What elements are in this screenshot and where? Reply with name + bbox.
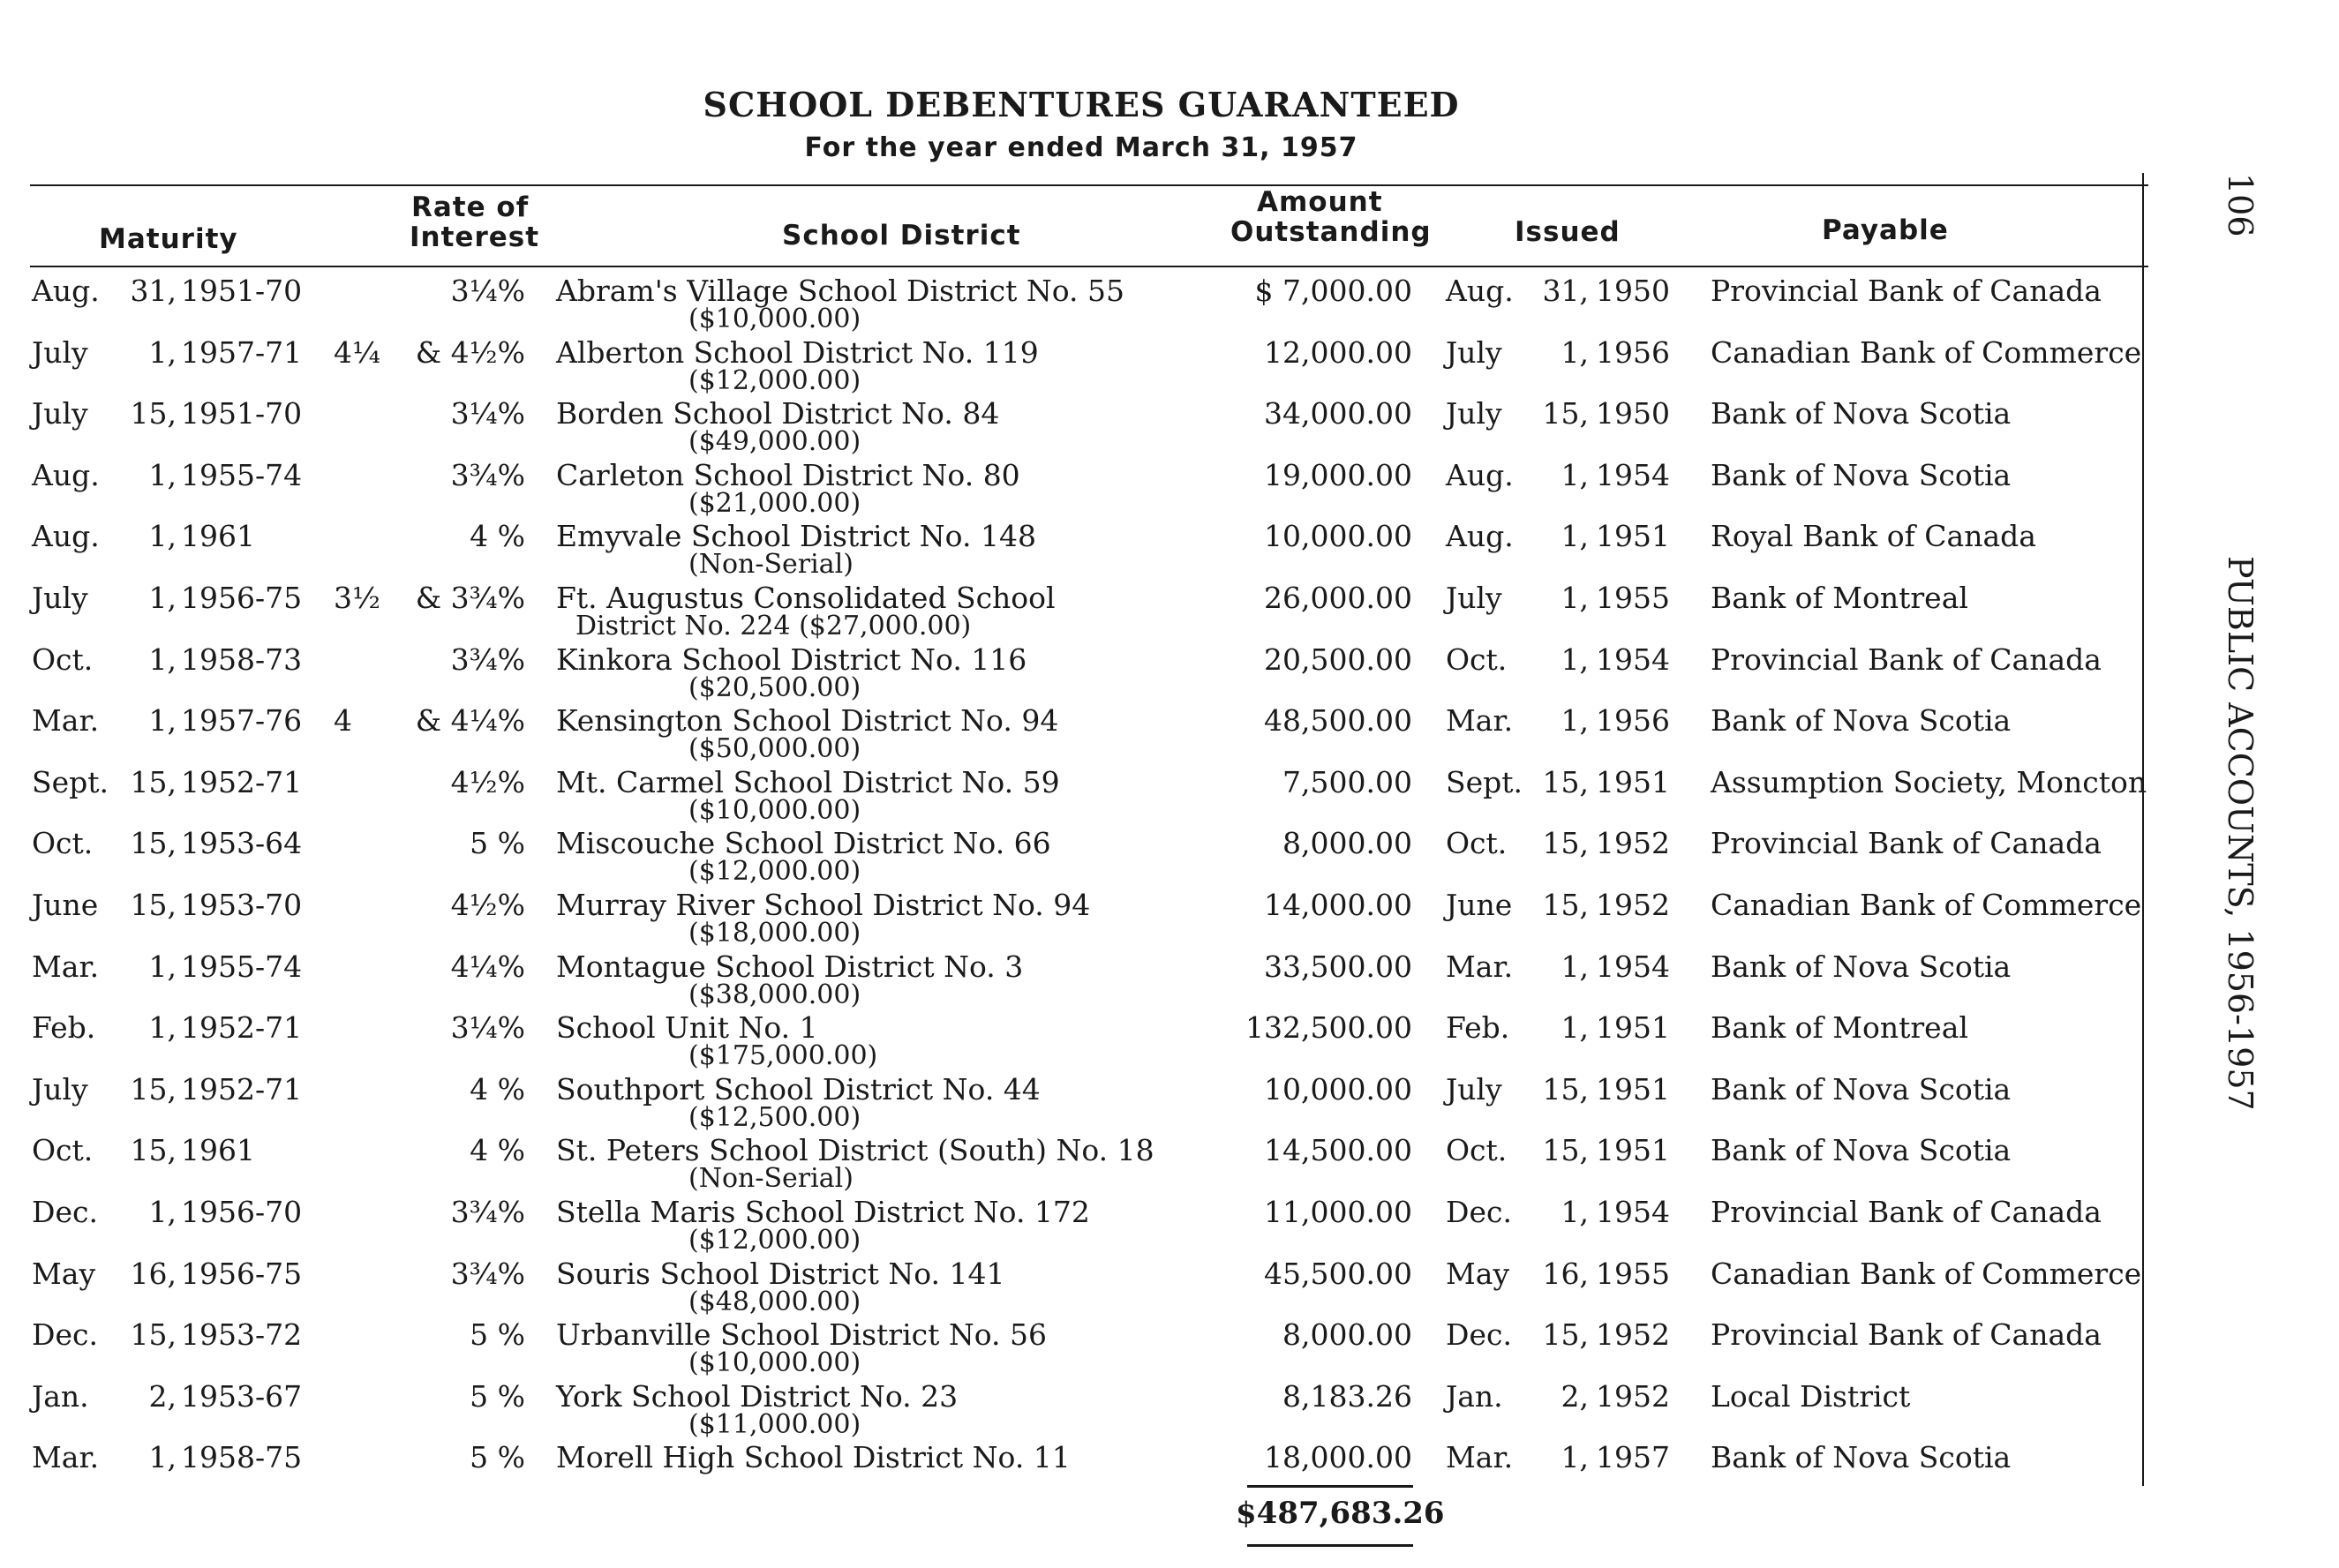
cell-district-subline: ($49,000.00) <box>688 426 861 458</box>
cell-rate-b: 5 % <box>470 826 525 861</box>
cell-amount: 7,500.00 <box>1282 764 1412 799</box>
cell-district: Borden School District No. 84 <box>556 396 1000 431</box>
cell-m-year: 1953-72 <box>181 1317 303 1353</box>
cell-m-month: Dec. <box>32 1195 98 1229</box>
cell-i-year: 1951 <box>1596 1010 1670 1046</box>
cell-district: Emyvale School District No. 148 <box>556 519 1036 554</box>
cell-amount: 8,000.00 <box>1282 1317 1412 1353</box>
cell-amount: 10,000.00 <box>1264 519 1412 554</box>
total-rule-bottom <box>1247 1544 1413 1547</box>
cell-rate-b: 3¼% <box>450 274 525 308</box>
cell-district: York School District No. 23 <box>556 1378 959 1414</box>
cell-payable: Bank of Nova Scotia <box>1711 457 2012 492</box>
cell-m-day: 1, <box>148 641 177 677</box>
cell-amount: 34,000.00 <box>1264 396 1412 431</box>
cell-m-year: 1957-71 <box>181 334 303 370</box>
table-row <box>0 764 2162 829</box>
side-page-number-text: 106 <box>2221 173 2260 237</box>
cell-m-day: 2, <box>148 1378 177 1414</box>
cell-rate-b: & 4½% <box>415 334 525 370</box>
cell-district: St. Peters School District (South) No. 18 <box>556 1133 1154 1168</box>
table-row <box>0 457 2162 521</box>
cell-amount: 8,000.00 <box>1282 826 1412 861</box>
cell-district: Souris School District No. 141 <box>556 1256 1005 1291</box>
cell-i-day: 31, <box>1542 274 1589 308</box>
cell-rate-b: 4¼% <box>450 949 525 984</box>
cell-district: Ft. Augustus Consolidated School <box>556 581 1056 615</box>
cell-m-month: Mar. <box>32 1440 100 1475</box>
cell-m-year: 1957-76 <box>181 703 303 739</box>
cell-district: Southport School District No. 44 <box>556 1071 1041 1107</box>
cell-m-month: Mar. <box>32 703 100 739</box>
cell-i-month: Aug. <box>1446 457 1514 492</box>
cell-i-month: July <box>1446 581 1502 615</box>
cell-m-month: Mar. <box>32 949 100 984</box>
cell-district: Alberton School District No. 119 <box>556 334 1039 370</box>
cell-i-year: 1950 <box>1596 396 1670 431</box>
cell-m-day: 15, <box>130 1133 177 1168</box>
table-row <box>0 1012 2162 1074</box>
cell-payable: Bank of Montreal <box>1711 1010 1968 1046</box>
cell-rate-b: 3¾% <box>450 1256 525 1291</box>
cell-district-subline: ($12,500.00) <box>688 1101 861 1133</box>
header-rate-line2: Interest <box>410 221 540 253</box>
cell-i-year: 1951 <box>1596 1133 1670 1168</box>
cell-i-month: July <box>1446 334 1502 370</box>
cell-payable: Bank of Nova Scotia <box>1711 396 2012 431</box>
cell-i-day: 1, <box>1561 1010 1589 1046</box>
cell-m-day: 1, <box>148 1195 177 1229</box>
cell-district-subline: ($175,000.00) <box>688 1040 878 1072</box>
header-issued: Issued <box>1515 216 1621 248</box>
cell-district-subline: ($18,000.00) <box>688 918 861 949</box>
cell-i-month: May <box>1446 1256 1510 1291</box>
cell-district: School Unit No. 1 <box>556 1010 818 1046</box>
cell-i-year: 1951 <box>1596 1071 1670 1107</box>
cell-m-day: 15, <box>130 826 177 861</box>
cell-payable: Canadian Bank of Commerce <box>1711 888 2142 922</box>
cell-rate-b: 3¾% <box>450 641 525 677</box>
cell-district-subline: (Non-Serial) <box>688 549 854 581</box>
cell-m-day: 1, <box>148 334 177 370</box>
cell-district: Kensington School District No. 94 <box>556 703 1059 739</box>
cell-i-year: 1951 <box>1596 764 1670 799</box>
cell-i-year: 1954 <box>1596 1195 1670 1229</box>
table-row <box>0 1442 2162 1504</box>
cell-payable: Royal Bank of Canada <box>1711 519 2036 554</box>
cell-payable: Provincial Bank of Canada <box>1711 826 2102 861</box>
cell-m-year: 1953-67 <box>181 1378 303 1414</box>
cell-m-month: Oct. <box>32 1133 94 1168</box>
cell-i-month: Mar. <box>1446 1440 1514 1475</box>
table-row <box>0 1197 2162 1258</box>
cell-m-day: 15, <box>130 764 177 799</box>
cell-m-month: Aug. <box>32 274 100 308</box>
cell-m-month: July <box>32 396 88 431</box>
cell-i-day: 15, <box>1542 1133 1589 1168</box>
cell-m-year: 1961 <box>181 519 255 554</box>
cell-i-year: 1952 <box>1596 826 1670 861</box>
cell-district-subline: ($38,000.00) <box>688 979 861 1010</box>
cell-district-subline: ($48,000.00) <box>688 1286 861 1317</box>
cell-i-month: Oct. <box>1446 826 1508 861</box>
cell-m-day: 1, <box>148 1440 177 1475</box>
cell-payable: Provincial Bank of Canada <box>1711 1195 2102 1229</box>
cell-i-day: 15, <box>1542 1317 1589 1353</box>
cell-m-year: 1953-70 <box>181 888 303 922</box>
document-title: SCHOOL DEBENTURES GUARANTEED <box>703 85 1460 124</box>
header-maturity: Maturity <box>99 223 238 255</box>
cell-district-subline: ($20,500.00) <box>688 671 861 703</box>
table-row <box>0 1378 2162 1443</box>
cell-i-day: 1, <box>1561 519 1589 554</box>
cell-m-day: 1, <box>148 949 177 984</box>
cell-m-month: Aug. <box>32 457 100 492</box>
cell-m-year: 1958-73 <box>181 641 303 677</box>
cell-i-month: July <box>1446 396 1502 431</box>
cell-m-month: July <box>32 334 88 370</box>
cell-rate-b: 4½% <box>450 888 525 922</box>
table-row <box>0 1135 2162 1197</box>
cell-m-year: 1952-71 <box>181 1071 303 1107</box>
cell-rate-b: 3¼% <box>450 1010 525 1046</box>
cell-i-year: 1954 <box>1596 457 1670 492</box>
cell-payable: Provincial Bank of Canada <box>1711 641 2102 677</box>
cell-payable: Local District <box>1711 1378 1911 1414</box>
table-row <box>0 582 2162 644</box>
cell-m-day: 16, <box>130 1256 177 1291</box>
table-row <box>0 1071 2162 1136</box>
cell-i-day: 15, <box>1542 1071 1589 1107</box>
total-rule-top <box>1247 1485 1413 1488</box>
cell-rate-b: 5 % <box>470 1378 525 1414</box>
cell-rate-b: 4 % <box>470 1133 525 1168</box>
table-row <box>0 641 2162 706</box>
cell-i-day: 15, <box>1542 826 1589 861</box>
cell-i-year: 1956 <box>1596 334 1670 370</box>
cell-payable: Canadian Bank of Commerce <box>1711 334 2142 370</box>
cell-i-day: 15, <box>1542 888 1589 922</box>
cell-m-day: 15, <box>130 888 177 922</box>
table-row <box>0 398 2162 460</box>
cell-district: Carleton School District No. 80 <box>556 457 1020 492</box>
cell-m-day: 1, <box>148 457 177 492</box>
cell-payable: Bank of Nova Scotia <box>1711 1071 2012 1107</box>
cell-district-subline: ($10,000.00) <box>688 794 861 826</box>
cell-i-month: Oct. <box>1446 1133 1508 1168</box>
cell-amount: $ 7,000.00 <box>1254 274 1412 308</box>
cell-amount: 18,000.00 <box>1264 1440 1412 1475</box>
cell-i-day: 1, <box>1561 703 1589 739</box>
cell-i-month: Dec. <box>1446 1317 1512 1353</box>
cell-m-month: June <box>32 888 99 922</box>
cell-payable: Bank of Montreal <box>1711 581 1968 615</box>
cell-m-year: 1961 <box>181 1133 255 1168</box>
cell-payable: Canadian Bank of Commerce <box>1711 1256 2142 1291</box>
cell-payable: Bank of Nova Scotia <box>1711 703 2012 739</box>
cell-i-day: 1, <box>1561 1195 1589 1229</box>
cell-district: Stella Maris School District No. 172 <box>556 1195 1090 1229</box>
cell-rate-a: 3½ <box>334 581 380 615</box>
cell-m-month: Sept. <box>32 764 109 799</box>
table-row <box>0 1319 2162 1381</box>
cell-district-subline: ($10,000.00) <box>688 1347 861 1379</box>
cell-district-subline: ($12,000.00) <box>688 1225 861 1256</box>
cell-rate-b: & 4¼% <box>415 703 525 739</box>
cell-rate-b: & 3¾% <box>415 581 525 615</box>
cell-i-month: June <box>1446 888 1513 922</box>
cell-amount: 45,500.00 <box>1264 1256 1412 1291</box>
cell-i-day: 1, <box>1561 581 1589 615</box>
cell-amount: 14,000.00 <box>1264 888 1412 922</box>
cell-district-subline: ($12,000.00) <box>688 364 861 396</box>
header-payable: Payable <box>1822 214 1949 246</box>
cell-rate-b: 3¼% <box>450 396 525 431</box>
header-amount-line2: Outstanding <box>1230 216 1432 248</box>
cell-district-subline: ($11,000.00) <box>688 1408 861 1440</box>
cell-district-subline: ($12,000.00) <box>688 856 861 888</box>
cell-i-year: 1954 <box>1596 949 1670 984</box>
cell-amount: 33,500.00 <box>1264 949 1412 984</box>
header-school-district: School District <box>782 220 1021 251</box>
cell-amount: 48,500.00 <box>1264 703 1412 739</box>
cell-m-year: 1952-71 <box>181 1010 303 1046</box>
cell-i-month: Mar. <box>1446 949 1514 984</box>
table-row <box>0 334 2162 399</box>
cell-i-month: July <box>1446 1071 1502 1107</box>
cell-m-year: 1955-74 <box>181 949 303 984</box>
cell-m-day: 1, <box>148 581 177 615</box>
cell-rate-b: 3¾% <box>450 1195 525 1229</box>
cell-amount: 19,000.00 <box>1264 457 1412 492</box>
cell-payable: Provincial Bank of Canada <box>1711 274 2102 308</box>
cell-i-year: 1954 <box>1596 641 1670 677</box>
cell-m-month: Oct. <box>32 826 94 861</box>
cell-amount: 12,000.00 <box>1264 334 1412 370</box>
cell-m-year: 1956-75 <box>181 581 303 615</box>
cell-m-day: 15, <box>130 1317 177 1353</box>
cell-district: Abram's Village School District No. 55 <box>556 274 1124 308</box>
cell-m-month: May <box>32 1256 96 1291</box>
cell-i-month: Jan. <box>1446 1378 1503 1414</box>
cell-m-month: July <box>32 1071 88 1107</box>
cell-i-year: 1951 <box>1596 519 1670 554</box>
cell-rate-b: 5 % <box>470 1317 525 1353</box>
cell-payable: Bank of Nova Scotia <box>1711 1440 2012 1475</box>
table-row <box>0 828 2162 889</box>
cell-payable: Provincial Bank of Canada <box>1711 1317 2102 1353</box>
cell-i-month: Aug. <box>1446 274 1514 308</box>
cell-district: Murray River School District No. 94 <box>556 888 1091 922</box>
cell-m-month: Jan. <box>32 1378 89 1414</box>
cell-m-year: 1951-70 <box>181 396 303 431</box>
cell-m-year: 1955-74 <box>181 457 303 492</box>
cell-district: Mt. Carmel School District No. 59 <box>556 764 1060 799</box>
cell-m-month: Feb. <box>32 1010 96 1046</box>
cell-m-year: 1953-64 <box>181 826 303 861</box>
table-row <box>0 275 2162 337</box>
cell-m-year: 1958-75 <box>181 1440 303 1475</box>
cell-m-year: 1951-70 <box>181 274 303 308</box>
cell-district-subline: ($21,000.00) <box>688 487 861 519</box>
table-row <box>0 951 2162 1013</box>
cell-m-day: 1, <box>148 519 177 554</box>
cell-amount: 132,500.00 <box>1245 1010 1412 1046</box>
cell-m-month: July <box>32 581 88 615</box>
cell-amount: 11,000.00 <box>1264 1195 1412 1229</box>
cell-rate-a: 4 <box>334 703 352 739</box>
cell-i-year: 1950 <box>1596 274 1670 308</box>
cell-rate-b: 5 % <box>470 1440 525 1475</box>
cell-district-subline: ($10,000.00) <box>688 304 861 334</box>
cell-rate-b: 4 % <box>470 1071 525 1107</box>
cell-i-day: 15, <box>1542 396 1589 431</box>
cell-i-day: 2, <box>1561 1378 1589 1414</box>
cell-i-month: Oct. <box>1446 641 1508 677</box>
cell-m-day: 15, <box>130 1071 177 1107</box>
cell-i-day: 16, <box>1542 1256 1589 1291</box>
cell-rate-b: 4 % <box>470 519 525 554</box>
cell-amount: 20,500.00 <box>1264 641 1412 677</box>
cell-district: Kinkora School District No. 116 <box>556 641 1027 677</box>
cell-i-day: 1, <box>1561 949 1589 984</box>
cell-i-month: Dec. <box>1446 1195 1512 1229</box>
cell-district: Montague School District No. 3 <box>556 949 1024 984</box>
cell-i-year: 1952 <box>1596 888 1670 922</box>
table-row <box>0 521 2162 582</box>
cell-amount: 10,000.00 <box>1264 1071 1412 1107</box>
cell-district-subline: (Non-Serial) <box>688 1163 854 1195</box>
cell-m-year: 1956-75 <box>181 1256 303 1291</box>
cell-rate-a: 4¼ <box>334 334 380 370</box>
cell-i-day: 1, <box>1561 457 1589 492</box>
cell-m-month: Oct. <box>32 641 94 677</box>
cell-m-day: 1, <box>148 703 177 739</box>
cell-i-month: Mar. <box>1446 703 1514 739</box>
cell-i-year: 1956 <box>1596 703 1670 739</box>
cell-amount: 26,000.00 <box>1264 581 1412 615</box>
cell-i-month: Aug. <box>1446 519 1514 554</box>
cell-m-day: 31, <box>130 274 177 308</box>
side-running-title-text: PUBLIC ACCOUNTS, 1956-1957 <box>2221 556 2260 1111</box>
cell-district-subline: District No. 224 ($27,000.00) <box>575 611 972 641</box>
cell-m-year: 1956-70 <box>181 1195 303 1229</box>
cell-rate-b: 4½% <box>450 764 525 799</box>
cell-m-day: 1, <box>148 1010 177 1046</box>
table-row <box>0 705 2162 767</box>
cell-amount: 14,500.00 <box>1264 1133 1412 1168</box>
total-amount: $487,683.26 <box>1236 1496 1445 1531</box>
cell-i-day: 1, <box>1561 641 1589 677</box>
table-row <box>0 1258 2162 1320</box>
cell-i-year: 1952 <box>1596 1378 1670 1414</box>
table-row <box>0 889 2162 951</box>
header-amount-line1: Amount <box>1257 186 1383 218</box>
cell-district-subline: ($50,000.00) <box>688 733 861 765</box>
cell-i-month: Sept. <box>1446 764 1523 799</box>
cell-amount: 8,183.26 <box>1282 1378 1412 1414</box>
cell-i-day: 1, <box>1561 1440 1589 1475</box>
cell-i-year: 1952 <box>1596 1317 1670 1353</box>
cell-m-day: 15, <box>130 396 177 431</box>
cell-i-year: 1957 <box>1596 1440 1670 1475</box>
cell-m-month: Dec. <box>32 1317 98 1353</box>
cell-payable: Assumption Society, Moncton <box>1711 764 2147 799</box>
cell-i-year: 1955 <box>1596 581 1670 615</box>
cell-district: Urbanville School District No. 56 <box>556 1317 1047 1353</box>
cell-district: Morell High School District No. 11 <box>556 1440 1071 1475</box>
cell-m-month: Aug. <box>32 519 100 554</box>
cell-rate-b: 3¾% <box>450 457 525 492</box>
cell-payable: Bank of Nova Scotia <box>1711 1133 2012 1168</box>
cell-i-day: 1, <box>1561 334 1589 370</box>
cell-i-day: 15, <box>1542 764 1589 799</box>
document-subtitle: For the year ended March 31, 1957 <box>804 132 1358 163</box>
cell-district: Miscouche School District No. 66 <box>556 826 1051 861</box>
header-rate-line1: Rate of <box>411 191 530 223</box>
cell-i-year: 1955 <box>1596 1256 1670 1291</box>
cell-m-year: 1952-71 <box>181 764 303 799</box>
cell-payable: Bank of Nova Scotia <box>1711 949 2012 984</box>
cell-i-month: Feb. <box>1446 1010 1510 1046</box>
